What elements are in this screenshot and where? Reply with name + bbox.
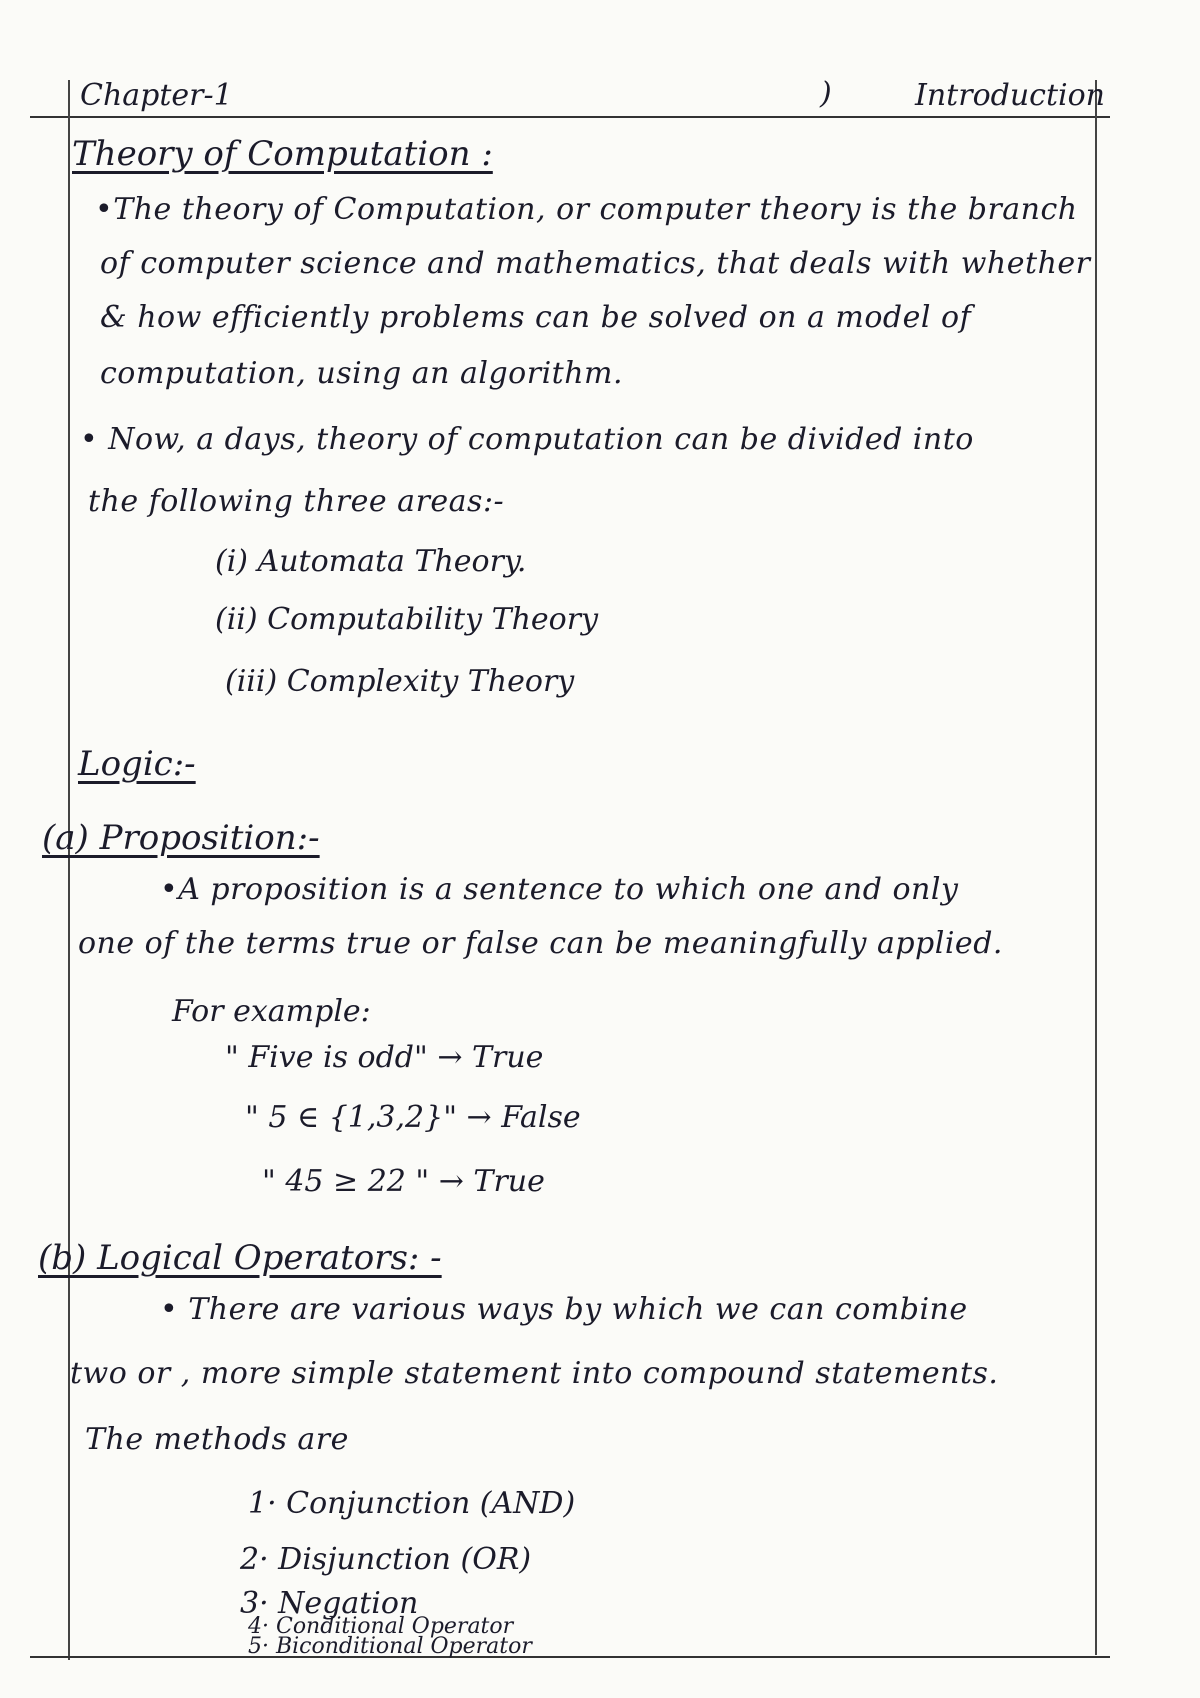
operators-line3: The methods are <box>85 1422 349 1457</box>
toc-title: Theory of Computation : <box>72 134 493 174</box>
proposition-line1: •A proposition is a sentence to which one and only <box>160 872 959 907</box>
example-2: " 5 ∈ {1,3,2}" → False <box>245 1100 581 1135</box>
area-complexity: (iii) Complexity Theory <box>225 664 575 699</box>
toc-para1-line4: computation, using an algorithm. <box>100 356 624 391</box>
toc-para2-line2: the following three areas:- <box>88 484 505 519</box>
method-biconditional: 5· Biconditional Operator <box>248 1634 532 1659</box>
area-computability: (ii) Computability Theory <box>215 602 599 637</box>
method-disjunction: 2· Disjunction (OR) <box>240 1542 532 1577</box>
method-negation: 3· Negation <box>240 1586 419 1621</box>
toc-para2-line1: • Now, a days, theory of computation can be divided into <box>80 422 974 457</box>
area-automata: (i) Automata Theory. <box>215 544 527 579</box>
proposition-line2: one of the terms true or false can be meaningfully applied. <box>78 926 1003 961</box>
bottom-margin-rule <box>30 1656 1110 1658</box>
chapter-label: Chapter-1 <box>80 78 233 113</box>
logic-heading: Logic:- <box>78 744 196 784</box>
right-margin-rule <box>1095 80 1097 1655</box>
example-3: " 45 ≥ 22 " → True <box>262 1164 545 1199</box>
operators-heading: (b) Logical Operators: - <box>38 1238 442 1278</box>
left-margin-rule <box>68 80 70 1660</box>
toc-para1-line3: & how efficiently problems can be solved on a model of <box>100 300 972 335</box>
example-label: For example: <box>172 994 371 1029</box>
method-conjunction: 1· Conjunction (AND) <box>248 1486 576 1521</box>
operators-line1: • There are various ways by which we can combine <box>160 1292 968 1327</box>
toc-para1-line2: of computer science and mathematics, that deals with whether <box>100 246 1091 281</box>
method-conditional: 4· Conditional Operator <box>248 1614 514 1639</box>
toc-para1-line1: •The theory of Computation, or computer theory is the branch <box>95 192 1078 227</box>
top-margin-rule <box>30 116 1110 118</box>
header-paren: ) <box>820 76 832 111</box>
section-label: Introduction <box>915 78 1105 113</box>
proposition-heading: (a) Proposition:- <box>42 818 320 858</box>
example-1: " Five is odd" → True <box>225 1040 544 1075</box>
operators-line2: two or , more simple statement into compound statements. <box>70 1356 999 1391</box>
